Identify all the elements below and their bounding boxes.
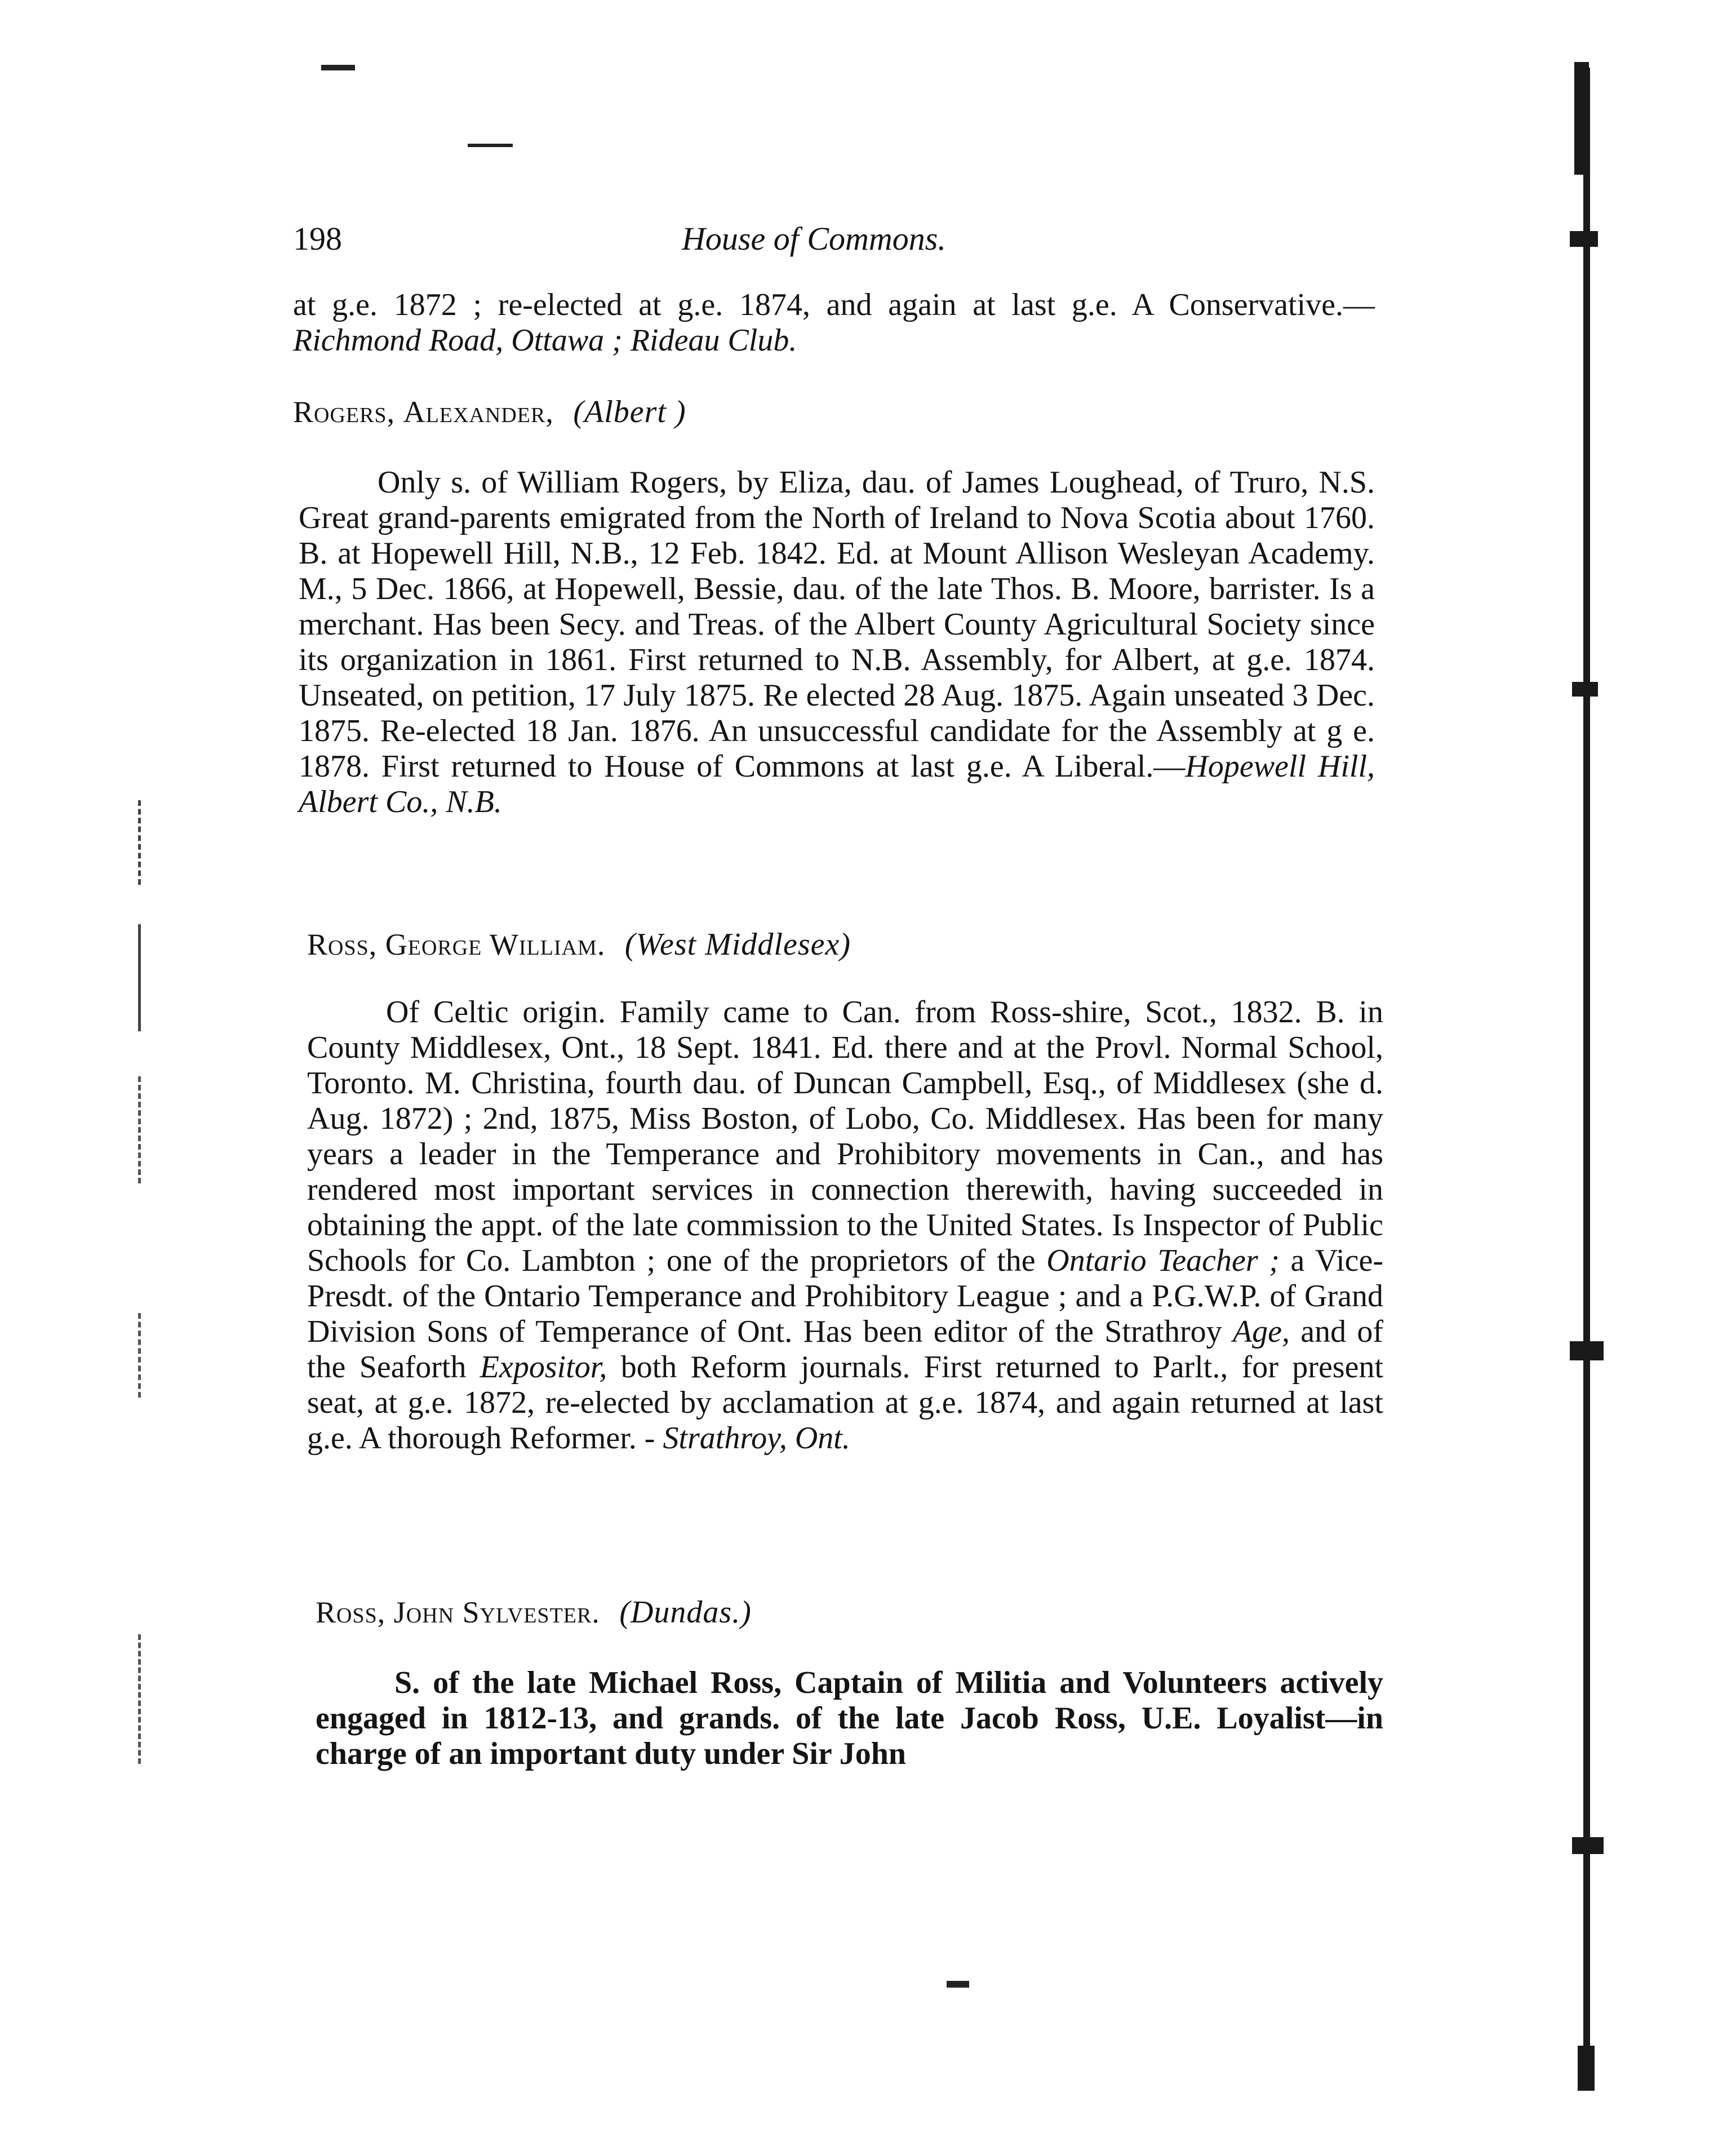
page-title: House of Commons.: [682, 220, 946, 257]
scan-speck: [468, 144, 513, 147]
scan-speck: [321, 65, 355, 70]
entry-surname: Ross,: [316, 1595, 386, 1629]
continuation-block: [293, 287, 1375, 358]
running-head: [293, 220, 1380, 259]
margin-marks: [138, 1076, 144, 1183]
entry-given-names: John Sylvester.: [393, 1595, 600, 1629]
binding-edge-top: [1574, 62, 1589, 175]
binding-tick: [1572, 1837, 1604, 1854]
binding-tick: [1572, 682, 1598, 697]
binding-edge: [1583, 68, 1590, 2074]
entry-ross-george: [307, 927, 1389, 963]
continuation-paragraph: [293, 287, 1375, 358]
entry-constituency: (Albert ): [573, 394, 686, 429]
margin-marks: [138, 1313, 144, 1398]
margin-marks: [138, 924, 144, 1031]
entry-given-names: Alexander,: [403, 395, 554, 429]
biography-text: both Reform journals. First returned to Parlt., for present seat, at g.e. 1872, re-elected by acclamation at g.e. 1874, and again returned at last g.e. A thorough Reformer. -: [307, 1350, 1384, 1456]
entry-surname: Rogers,: [293, 395, 396, 429]
entry-given-names: George William.: [385, 928, 606, 961]
biography-address: Hopewell Hill, Albert Co., N.B.: [299, 749, 1375, 819]
entry-heading: [307, 927, 1389, 963]
continuation-address: Richmond Road, Ottawa ; Rideau Club.: [293, 323, 797, 358]
entry-heading: [316, 1595, 1397, 1630]
binding-tick: [1570, 1341, 1604, 1360]
publication-title: Expositor,: [479, 1350, 607, 1385]
entry-ross-george-body: [307, 995, 1383, 1456]
publication-title: Age,: [1232, 1314, 1290, 1349]
scan-speck: [947, 1981, 969, 1988]
page-number: 198: [293, 220, 342, 257]
biography-text: a Vice-Presdt. of the Ontario Temperance and Prohibitory League ; and a P.G.W.P. of Grand Division Sons of Temperance of Ont. Has been editor of the Strathroy: [307, 1243, 1383, 1349]
biography-address: Strathroy, Ont.: [663, 1421, 850, 1456]
binding-tick: [1570, 231, 1598, 247]
biography-text: and of the Seaforth: [307, 1314, 1383, 1385]
entry-constituency: (West Middlesex): [624, 927, 851, 962]
entry-biography: [307, 995, 1383, 1456]
continuation-text: at g.e. 1872 ; re-elected at g.e. 1874, and again at last g.e. A Conservative.—: [293, 287, 1375, 322]
entry-biography: [316, 1665, 1383, 1772]
binding-tick: [1578, 2046, 1595, 2091]
biography-text: Of Celtic origin. Family came to Can. from Ross-shire, Scot., 1832. B. in County Middlesex, Ont., 18 Sept. 1841. Ed. there and at the Provl. Normal School, Toronto. M. Christina, fourth dau. of Duncan Campbell, Esq., of Middlesex (she d. Aug. 1872) ; 2nd, 1875, Miss Boston, of Lobo, Co. Middlesex. Has been for many years a leader in the Temperance and Prohibitory movements in Can., and has rendered most important services in connection therewith, having succeeded in obtaining the appt. of the late commission to the United States. Is Inspector of Public Schools for Co. Lambton ; one of the proprietors of the: [307, 995, 1383, 1278]
entry-rogers-body: [299, 465, 1375, 820]
entry-rogers: [293, 394, 1375, 430]
entry-constituency: (Dundas.): [619, 1595, 752, 1630]
margin-marks: [138, 800, 144, 885]
entry-heading: [293, 394, 1375, 430]
entry-surname: Ross,: [307, 928, 378, 961]
biography-text: S. of the late Michael Ross, Captain of Militia and Volunteers actively engaged in 1812-13, and grands. of the late Jacob Ross, U.E. Loyalist—in charge of an important duty under Sir John: [316, 1665, 1383, 1771]
margin-marks: [138, 1634, 144, 1764]
entry-biography: [299, 465, 1375, 820]
entry-ross-john-body: [316, 1665, 1383, 1772]
biography-text: Only s. of William Rogers, by Eliza, dau. of James Loughead, of Truro, N.S. Great grand-parents emigrated from the North of Ireland to Nova Scotia about 1760. B. at Hopewell Hill, N.B., 12 Feb. 1842. Ed. at Mount Allison Wesleyan Academy. M., 5 Dec. 1866, at Hopewell, Bessie, dau. of the late Thos. B. Moore, barrister. Is a merchant. Has been Secy. and Treas. of the Albert County Agricultural Society since its organization in 1861. First returned to N.B. Assembly, for Albert, at g.e. 1874. Unseated, on petition, 17 July 1875. Re elected 28 Aug. 1875. Again unseated 3 Dec. 1875. Re-elected 18 Jan. 1876. An unsuccessful candidate for the Assembly at g e. 1878. First returned to House of Commons at last g.e. A Liberal.—: [299, 465, 1375, 784]
entry-ross-john: [316, 1595, 1397, 1630]
publication-title: Ontario Teacher ;: [1046, 1243, 1280, 1278]
